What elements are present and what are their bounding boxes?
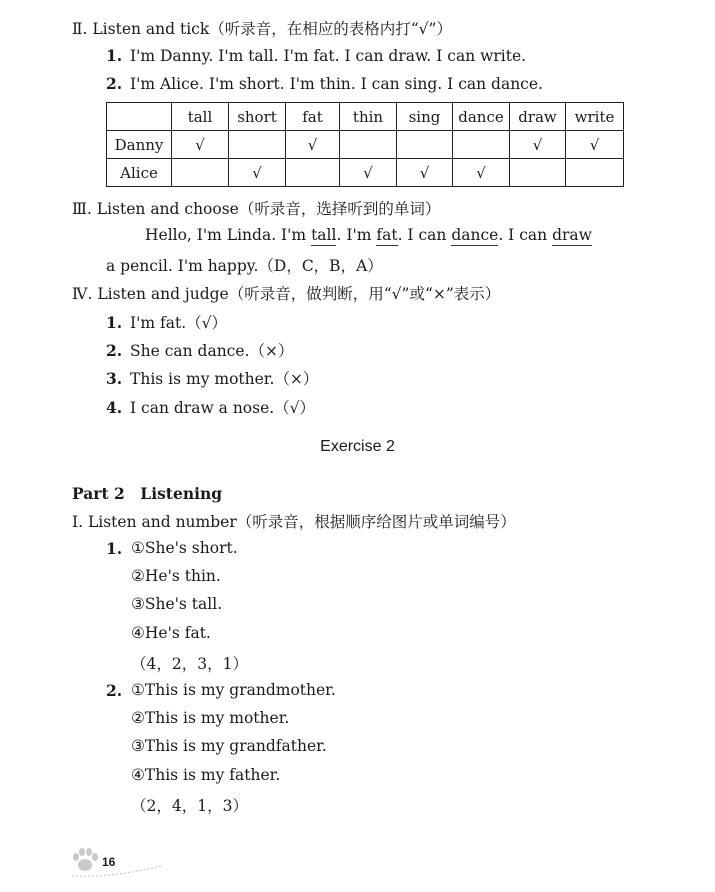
tick-cell: √	[510, 131, 566, 159]
item-text: I'm fat.（√）	[130, 314, 228, 332]
table-row-alice	[107, 159, 624, 187]
page-number: 16	[102, 855, 116, 869]
tick-cell	[510, 159, 566, 187]
tick-table	[106, 102, 624, 187]
row-name: Danny	[107, 131, 172, 159]
tick-cell	[566, 159, 624, 187]
section-2-heading: Ⅱ. Listen and tick（听录音，在相应的表格内打“√”）	[72, 20, 452, 38]
table-row-danny	[107, 131, 624, 159]
q2-option-3: ③This is my grandfather.	[131, 737, 327, 755]
item-number: 4.	[106, 398, 123, 417]
header-cell: sing	[397, 103, 453, 131]
section-1-heading: Ⅰ. Listen and number（听录音，根据顺序给图片或单词编号）	[72, 513, 516, 531]
item-text: I can draw a nose.（√）	[130, 399, 316, 417]
tick-cell	[397, 131, 453, 159]
answer-word: dance	[451, 226, 499, 244]
tick-cell: √	[453, 159, 510, 187]
row-name: Alice	[107, 159, 172, 187]
header-cell: thin	[340, 103, 397, 131]
item-number: 3.	[106, 369, 123, 388]
answer-word: draw	[552, 226, 592, 244]
section-2-item-1	[106, 46, 526, 65]
section-4-item-3	[106, 367, 318, 389]
tick-cell: √	[172, 131, 229, 159]
section-2-item-2	[106, 74, 543, 93]
part-heading: Part 2 Listening	[72, 484, 223, 503]
item-number: 1.	[106, 313, 123, 332]
item-number: 2.	[106, 681, 123, 700]
passage-text: . I'm	[336, 226, 372, 244]
section-4-item-4	[106, 396, 315, 418]
tick-cell: √	[286, 131, 340, 159]
section-4-heading: Ⅳ. Listen and judge（听录音，做判断，用“√”或“×”表示）	[72, 285, 501, 303]
header-cell: dance	[453, 103, 510, 131]
header-cell: draw	[510, 103, 566, 131]
q2-option-1: ①This is my grandmother.	[131, 681, 336, 699]
item-text: I'm Danny. I'm tall. I'm fat. I can draw. I can write.	[130, 47, 527, 65]
section-3-passage-line-2: a pencil. I'm happy.（D，C，B，A）	[106, 257, 383, 275]
tick-cell	[453, 131, 510, 159]
table-header-row	[107, 103, 624, 131]
q2-option-2: ②This is my mother.	[131, 709, 290, 727]
item-number: 1.	[106, 539, 123, 558]
item-text: I'm Alice. I'm short. I'm thin. I can sing. I can dance.	[130, 75, 543, 93]
q1-option-2: ②He's thin.	[131, 567, 221, 585]
item-text: She can dance.（×）	[130, 342, 294, 360]
section-3-heading: Ⅲ. Listen and choose（听录音，选择听到的单词）	[72, 200, 441, 218]
passage-text: Hello, I'm Linda. I'm	[145, 226, 307, 244]
tick-cell: √	[340, 159, 397, 187]
header-cell: short	[229, 103, 286, 131]
section-4-item-2	[106, 339, 293, 361]
q2-option-4: ④This is my father.	[131, 766, 281, 784]
section-4-item-1	[106, 311, 227, 333]
answer-word: fat	[376, 226, 398, 244]
item-text: This is my mother.（×）	[130, 370, 319, 388]
header-cell	[107, 103, 172, 131]
answer-word: tall	[311, 226, 337, 244]
item-number: 2.	[106, 74, 123, 93]
header-cell: fat	[286, 103, 340, 131]
tick-cell	[172, 159, 229, 187]
footer-decoration	[70, 862, 165, 878]
passage-text: . I can	[498, 226, 548, 244]
tick-cell: √	[229, 159, 286, 187]
section-3-passage-line-1	[145, 226, 592, 244]
q2-number	[106, 681, 130, 700]
passage-text: . I can	[397, 226, 447, 244]
header-cell: write	[566, 103, 624, 131]
q1-number	[106, 539, 130, 558]
tick-cell	[340, 131, 397, 159]
exercise-title: Exercise 2	[320, 438, 395, 455]
tick-cell: √	[566, 131, 624, 159]
q1-option-3: ③She's tall.	[131, 595, 223, 613]
tick-cell	[229, 131, 286, 159]
item-number: 1.	[106, 46, 123, 65]
tick-cell	[286, 159, 340, 187]
q1-option-1: ①She's short.	[131, 539, 238, 557]
item-number: 2.	[106, 341, 123, 360]
header-cell: tall	[172, 103, 229, 131]
q1-answer: （4，2，3，1）	[131, 655, 248, 673]
tick-cell: √	[397, 159, 453, 187]
q2-answer: （2，4，1，3）	[131, 797, 248, 815]
q1-option-4: ④He's fat.	[131, 624, 211, 642]
